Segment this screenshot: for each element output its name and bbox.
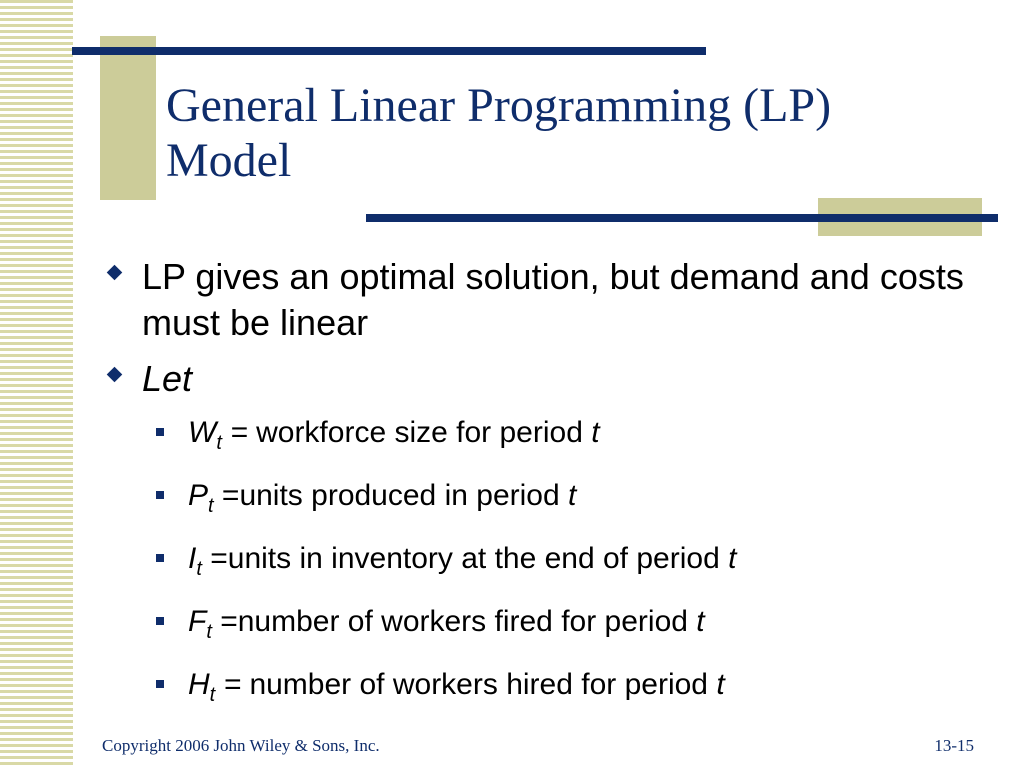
- equals-sign: =: [215, 668, 250, 701]
- definition-text: number of workers fired for period: [237, 605, 697, 638]
- page-number: 13-15: [934, 736, 974, 755]
- variable-subscript: t: [209, 684, 216, 706]
- variable-subscript: t: [196, 558, 202, 580]
- definition-inventory: [105, 538, 1005, 590]
- definition-text: number of workers hired for period: [249, 668, 717, 701]
- definition-text: workforce size for period: [256, 416, 592, 449]
- period-variable: t: [716, 668, 725, 701]
- square-bullet-icon: [156, 491, 164, 499]
- definition-list: [105, 412, 1005, 716]
- equals-sign: =: [211, 605, 238, 638]
- variable-subscript: t: [208, 495, 214, 517]
- left-stripe-border: [0, 0, 73, 768]
- definition-text: units produced in period: [239, 479, 568, 512]
- bullet-text: LP gives an optimal solution, but demand and costs must be linear: [142, 256, 964, 343]
- square-bullet-icon: [156, 428, 164, 436]
- diamond-bullet-icon: [107, 367, 123, 383]
- variable-symbol: P: [188, 479, 209, 512]
- definition-text: units in inventory at the end of period: [227, 542, 729, 575]
- bottom-title-rule: [366, 214, 998, 222]
- square-bullet-icon: [156, 554, 164, 562]
- top-title-rule: [72, 47, 706, 55]
- variable-symbol: I: [188, 542, 197, 575]
- variable-symbol: H: [188, 668, 210, 701]
- period-variable: t: [568, 479, 577, 512]
- title-line-1: General Linear Programming (LP): [166, 79, 832, 132]
- period-variable: t: [728, 542, 737, 575]
- title-line-2: Model: [166, 134, 292, 187]
- slide-body: [105, 254, 1005, 727]
- bullet-let: [105, 356, 1005, 402]
- slide-title: [166, 78, 1006, 188]
- equals-sign: =: [201, 542, 228, 575]
- bullet-lp-linear: [105, 254, 1005, 346]
- title-accent-block: [100, 36, 156, 200]
- variable-symbol: W: [188, 416, 217, 449]
- definition-workforce: [105, 412, 1005, 464]
- definition-hired: [105, 664, 1005, 716]
- period-variable: t: [591, 416, 600, 449]
- copyright-footer: Copyright 2006 John Wiley & Sons, Inc.: [102, 736, 380, 755]
- period-variable: t: [696, 605, 705, 638]
- stripe-edge-divider: [73, 0, 76, 768]
- variable-subscript: t: [216, 432, 222, 454]
- variable-subscript: t: [206, 621, 212, 643]
- equals-sign: =: [221, 416, 257, 449]
- definition-fired: [105, 601, 1005, 653]
- square-bullet-icon: [156, 680, 164, 688]
- equals-sign: =: [213, 479, 240, 512]
- bullet-text: Let: [142, 358, 193, 399]
- definition-produced: [105, 475, 1005, 527]
- diamond-bullet-icon: [107, 265, 123, 281]
- variable-symbol: F: [188, 605, 207, 638]
- square-bullet-icon: [156, 617, 164, 625]
